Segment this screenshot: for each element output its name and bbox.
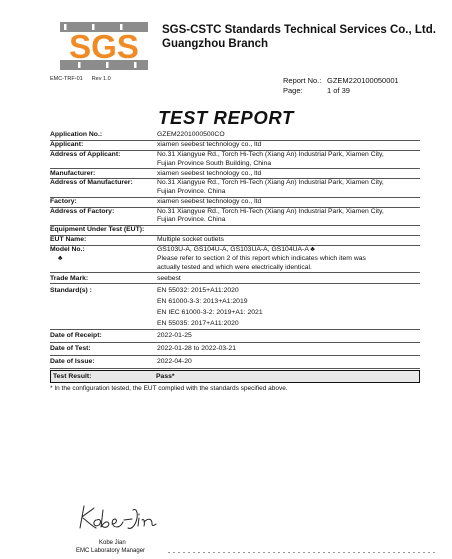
address-line2: Fujian Province South Building, China xyxy=(157,159,272,167)
field-value: xiamen seebest technology co., ltd xyxy=(157,169,262,177)
field-label: Applicant: xyxy=(50,141,84,149)
company-name-line1: SGS-CSTC Standards Technical Services Co., Ltd. xyxy=(162,24,436,36)
field-date-test xyxy=(50,343,420,356)
form-revision: Rev 1.0 xyxy=(91,76,111,82)
field-value: GS103U-A, GS104U-A, GS103UA-A, GS104UA-A ♣ xyxy=(157,246,315,254)
field-value xyxy=(157,151,420,168)
field-test-result xyxy=(50,370,420,382)
field-applicant xyxy=(50,141,420,151)
field-label: Model No.: xyxy=(50,246,85,254)
field-value: xiamen seebest technology co., ltd xyxy=(157,197,262,205)
report-fields xyxy=(50,131,420,392)
section-heading: Equipment Under Test (EUT): xyxy=(50,226,145,234)
field-label: Date of Receipt: xyxy=(50,331,102,339)
field-value xyxy=(157,179,420,196)
note-line1: Please refer to section 2 of this report which indicates which item was xyxy=(157,254,366,262)
page-title: TEST REPORT xyxy=(158,107,294,128)
field-standards xyxy=(50,284,420,329)
field-label: Manufacturer: xyxy=(50,169,96,177)
page-bottom-divider xyxy=(168,551,438,554)
field-label: Address of Factory: xyxy=(50,207,115,215)
report-meta xyxy=(283,76,399,96)
report-no-row xyxy=(283,76,399,86)
field-value: 2022-01-28 to 2022-03-21 xyxy=(157,345,236,353)
field-label: Standard(s) : xyxy=(50,286,92,294)
field-eut-header xyxy=(50,226,420,236)
field-label: EUT Name: xyxy=(50,236,87,244)
test-result-value: Pass* xyxy=(156,372,175,380)
field-label: Application No.: xyxy=(50,131,103,139)
field-value: 2022-01-25 xyxy=(157,331,192,339)
signatory-name: Kobe Jian xyxy=(99,540,126,546)
address-line2: Fujian Province. China xyxy=(157,216,226,224)
company-name xyxy=(162,23,436,51)
field-label: Address of Applicant: xyxy=(50,151,121,159)
field-value: GZEM2201000500CO xyxy=(157,131,225,139)
field-address-manufacturer xyxy=(50,179,420,197)
field-manufacturer xyxy=(50,169,420,179)
club-symbol-icon: ♣ xyxy=(58,254,63,262)
note-line2: actually tested and which were electrically identical. xyxy=(157,263,312,271)
field-eut-name xyxy=(50,236,420,246)
address-line1: No.31 Xiangyue Rd., Torch Hi-Tech (Xiang An) Industrial Park, Xiamen City, xyxy=(157,151,384,159)
page-value: 1 of 39 xyxy=(327,86,350,95)
field-factory xyxy=(50,198,420,208)
field-model-note xyxy=(50,255,420,273)
address-line1: No.31 Xiangyue Rd., Torch Hi-Tech (Xiang An) Industrial Park, Xiamen City, xyxy=(157,179,384,187)
report-no-label: Report No.: xyxy=(283,76,322,85)
signatory-title: EMC Laboratory Manager xyxy=(76,548,146,554)
field-label: Trade Mark: xyxy=(50,274,89,282)
field-trade-mark xyxy=(50,273,420,284)
field-label: Factory: xyxy=(50,197,77,205)
field-label: Date of Test: xyxy=(50,345,91,353)
field-value xyxy=(157,255,420,272)
form-code-id: EMC-TRF-01 xyxy=(50,76,83,82)
handwritten-signature xyxy=(70,500,160,532)
sgs-logo xyxy=(60,22,148,70)
svg-text:SGS: SGS xyxy=(69,28,139,65)
standard-item: EN 55032: 2015+A11:2020 xyxy=(157,286,239,294)
form-code xyxy=(50,76,111,82)
field-date-issue xyxy=(50,356,420,369)
address-line2: Fujian Province. China xyxy=(157,188,226,196)
page-row xyxy=(283,86,399,96)
standard-item: EN 61000-3-3: 2013+A1:2019 xyxy=(157,297,248,305)
footnote: * In the configuration tested, the EUT complied with the standards specified above. xyxy=(50,384,288,392)
field-model-no xyxy=(50,246,420,255)
field-value xyxy=(157,208,420,225)
field-value: Multiple socket outlets xyxy=(157,236,224,244)
field-value: 2022-04-20 xyxy=(157,358,192,366)
field-label: Address of Manufacturer: xyxy=(50,179,133,187)
field-application-no xyxy=(50,131,420,141)
address-line1: No.31 Xiangyue Rd., Torch Hi-Tech (Xiang An) Industrial Park, Xiamen City, xyxy=(157,207,384,215)
field-value: xiamen seebest technology co., ltd xyxy=(157,141,262,149)
field-date-receipt xyxy=(50,330,420,343)
report-no-value: GZEM220100050001 xyxy=(327,76,399,85)
field-label: Test Result: xyxy=(53,372,92,380)
standard-item: EN 55035: 2017+A11:2020 xyxy=(157,319,239,327)
field-address-applicant xyxy=(50,151,420,169)
field-value: seebest xyxy=(157,274,181,282)
company-name-line2: Guangzhou Branch xyxy=(162,38,269,50)
standard-item: EN IEC 61000-3-2: 2019+A1: 2021 xyxy=(157,308,263,316)
page-label: Page: xyxy=(283,86,303,95)
field-address-factory xyxy=(50,208,420,226)
standards-list xyxy=(157,285,420,329)
field-label: Date of Issue: xyxy=(50,358,95,366)
